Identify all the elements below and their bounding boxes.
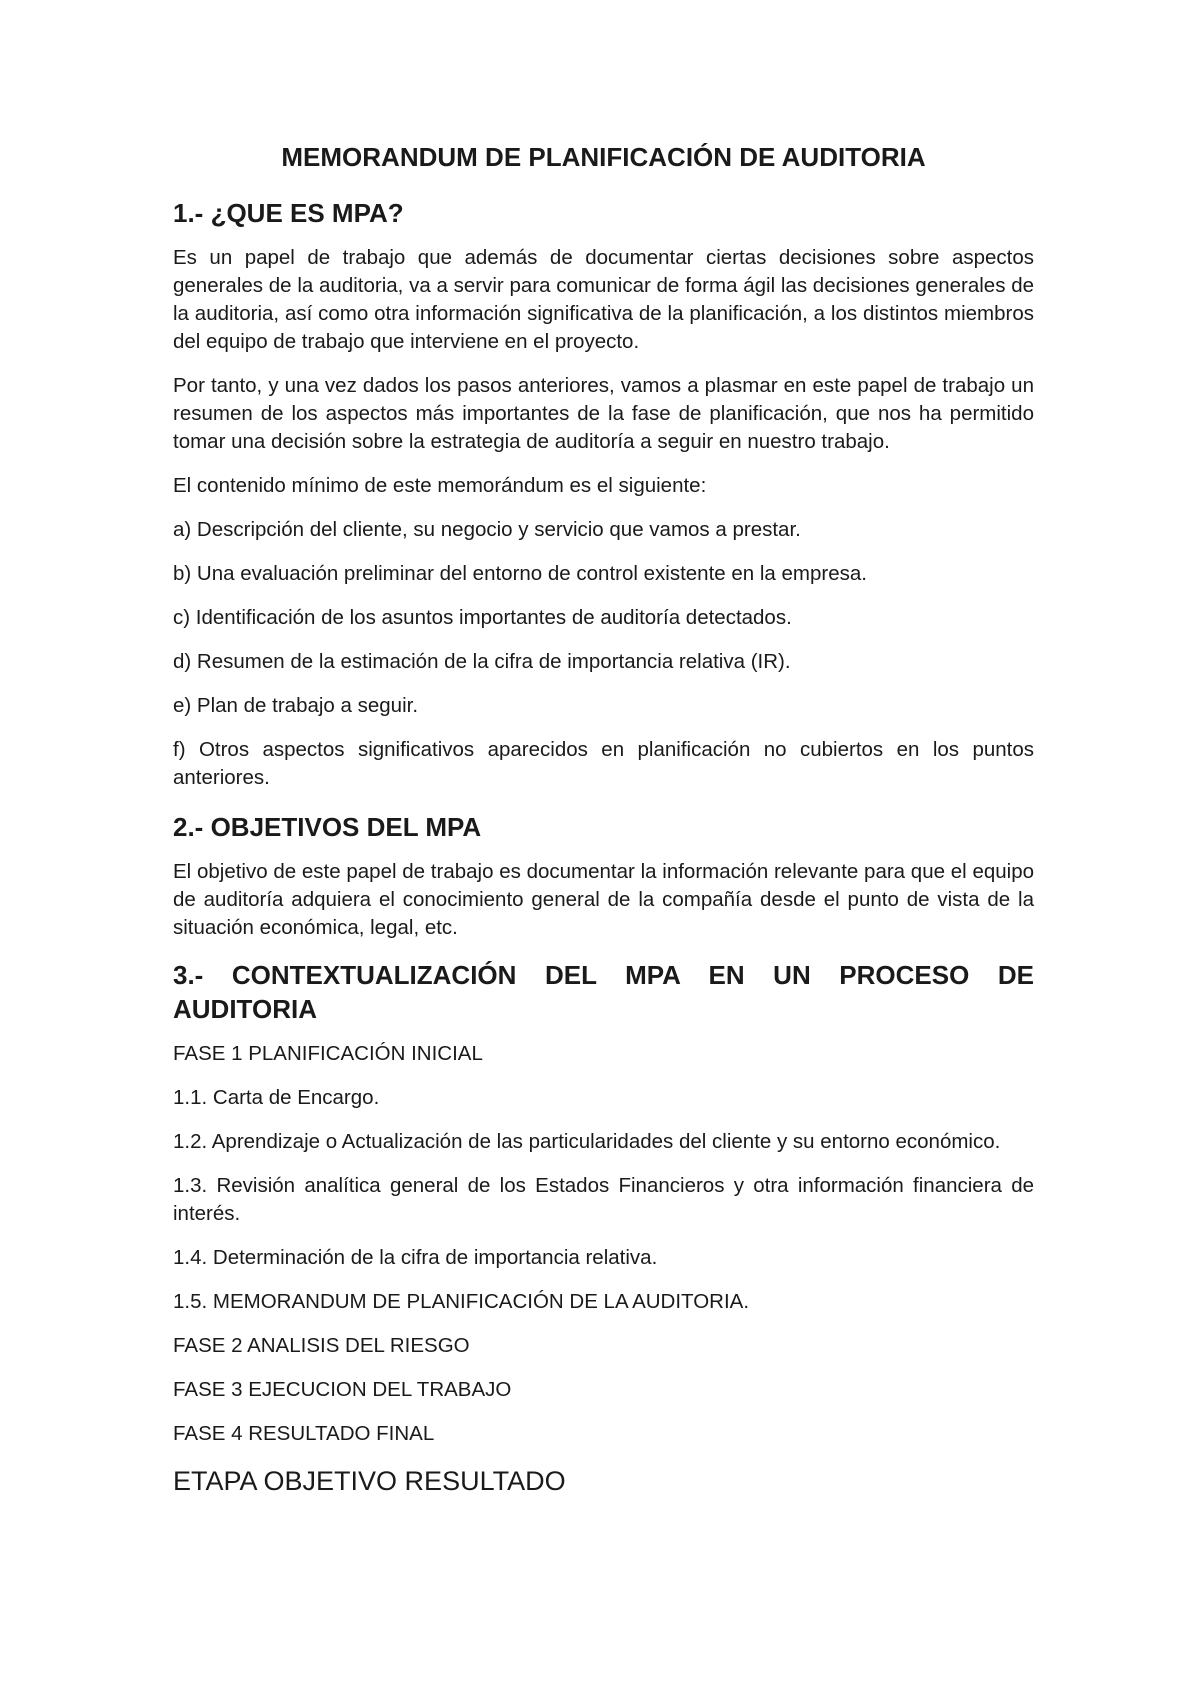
section-2-paragraph: El objetivo de este papel de trabajo es documentar la información relevante para que el equipo de auditoría adquiera el conocimiento general de la compañía desde el punto de vista de la situación económica, legal, etc. (173, 860, 1034, 939)
phase-line: FASE 4 RESULTADO FINAL (173, 1422, 435, 1445)
section-1-paragraph: El contenido mínimo de este memorándum es el siguiente: (173, 474, 707, 497)
phase-step: 1.4. Determinación de la cifra de importancia relativa. (173, 1246, 658, 1269)
list-item: d) Resumen de la estimación de la cifra de importancia relativa (IR). (173, 650, 791, 673)
phase-step: 1.2. Aprendizaje o Actualización de las particularidades del cliente y su entorno económico. (173, 1130, 1001, 1153)
document-title: MEMORANDUM DE PLANIFICACIÓN DE AUDITORIA (281, 142, 926, 172)
list-item: e) Plan de trabajo a seguir. (173, 694, 419, 717)
stage-table-heading: ETAPA OBJETIVO RESULTADO (173, 1466, 566, 1496)
phase-line: FASE 3 EJECUCION DEL TRABAJO (173, 1378, 512, 1401)
section-1-heading: 1.- ¿QUE ES MPA? (173, 198, 404, 228)
phase-step: 1.1. Carta de Encargo. (173, 1086, 380, 1109)
phase-step: 1.3. Revisión analítica general de los Estados Financieros y otra información financiera de interés. (173, 1174, 1034, 1225)
list-item: c) Identificación de los asuntos importantes de auditoría detectados. (173, 606, 792, 629)
document-page (173, 140, 1034, 1498)
section-1-paragraph: Es un papel de trabajo que además de documentar ciertas decisiones sobre aspectos generales de la auditoria, va a servir para comunicar de forma ágil las decisiones generales de la auditoria, así como otra información significativa de la planificación, a los distintos miembros del equipo de trabajo que interviene en el proyecto. (173, 246, 1034, 353)
phase-line: FASE 2 ANALISIS DEL RIESGO (173, 1334, 470, 1357)
section-3-heading: 3.- CONTEXTUALIZACIÓN DEL MPA EN UN PROCESO DE AUDITORIA (173, 960, 1034, 1024)
section-2-heading: 2.- OBJETIVOS DEL MPA (173, 812, 482, 842)
phase-line: FASE 1 PLANIFICACIÓN INICIAL (173, 1042, 483, 1065)
list-item: a) Descripción del cliente, su negocio y servicio que vamos a prestar. (173, 518, 801, 541)
list-item: f) Otros aspectos significativos aparecidos en planificación no cubiertos en los puntos anteriores. (173, 738, 1034, 789)
phase-step: 1.5. MEMORANDUM DE PLANIFICACIÓN DE LA AUDITORIA. (173, 1290, 750, 1313)
section-1-paragraph: Por tanto, y una vez dados los pasos anteriores, vamos a plasmar en este papel de trabajo un resumen de los aspectos más importantes de la fase de planificación, que nos ha permitido tomar una decisión sobre la estrategia de auditoría a seguir en nuestro trabajo. (173, 374, 1034, 453)
list-item: b) Una evaluación preliminar del entorno de control existente en la empresa. (173, 562, 867, 585)
